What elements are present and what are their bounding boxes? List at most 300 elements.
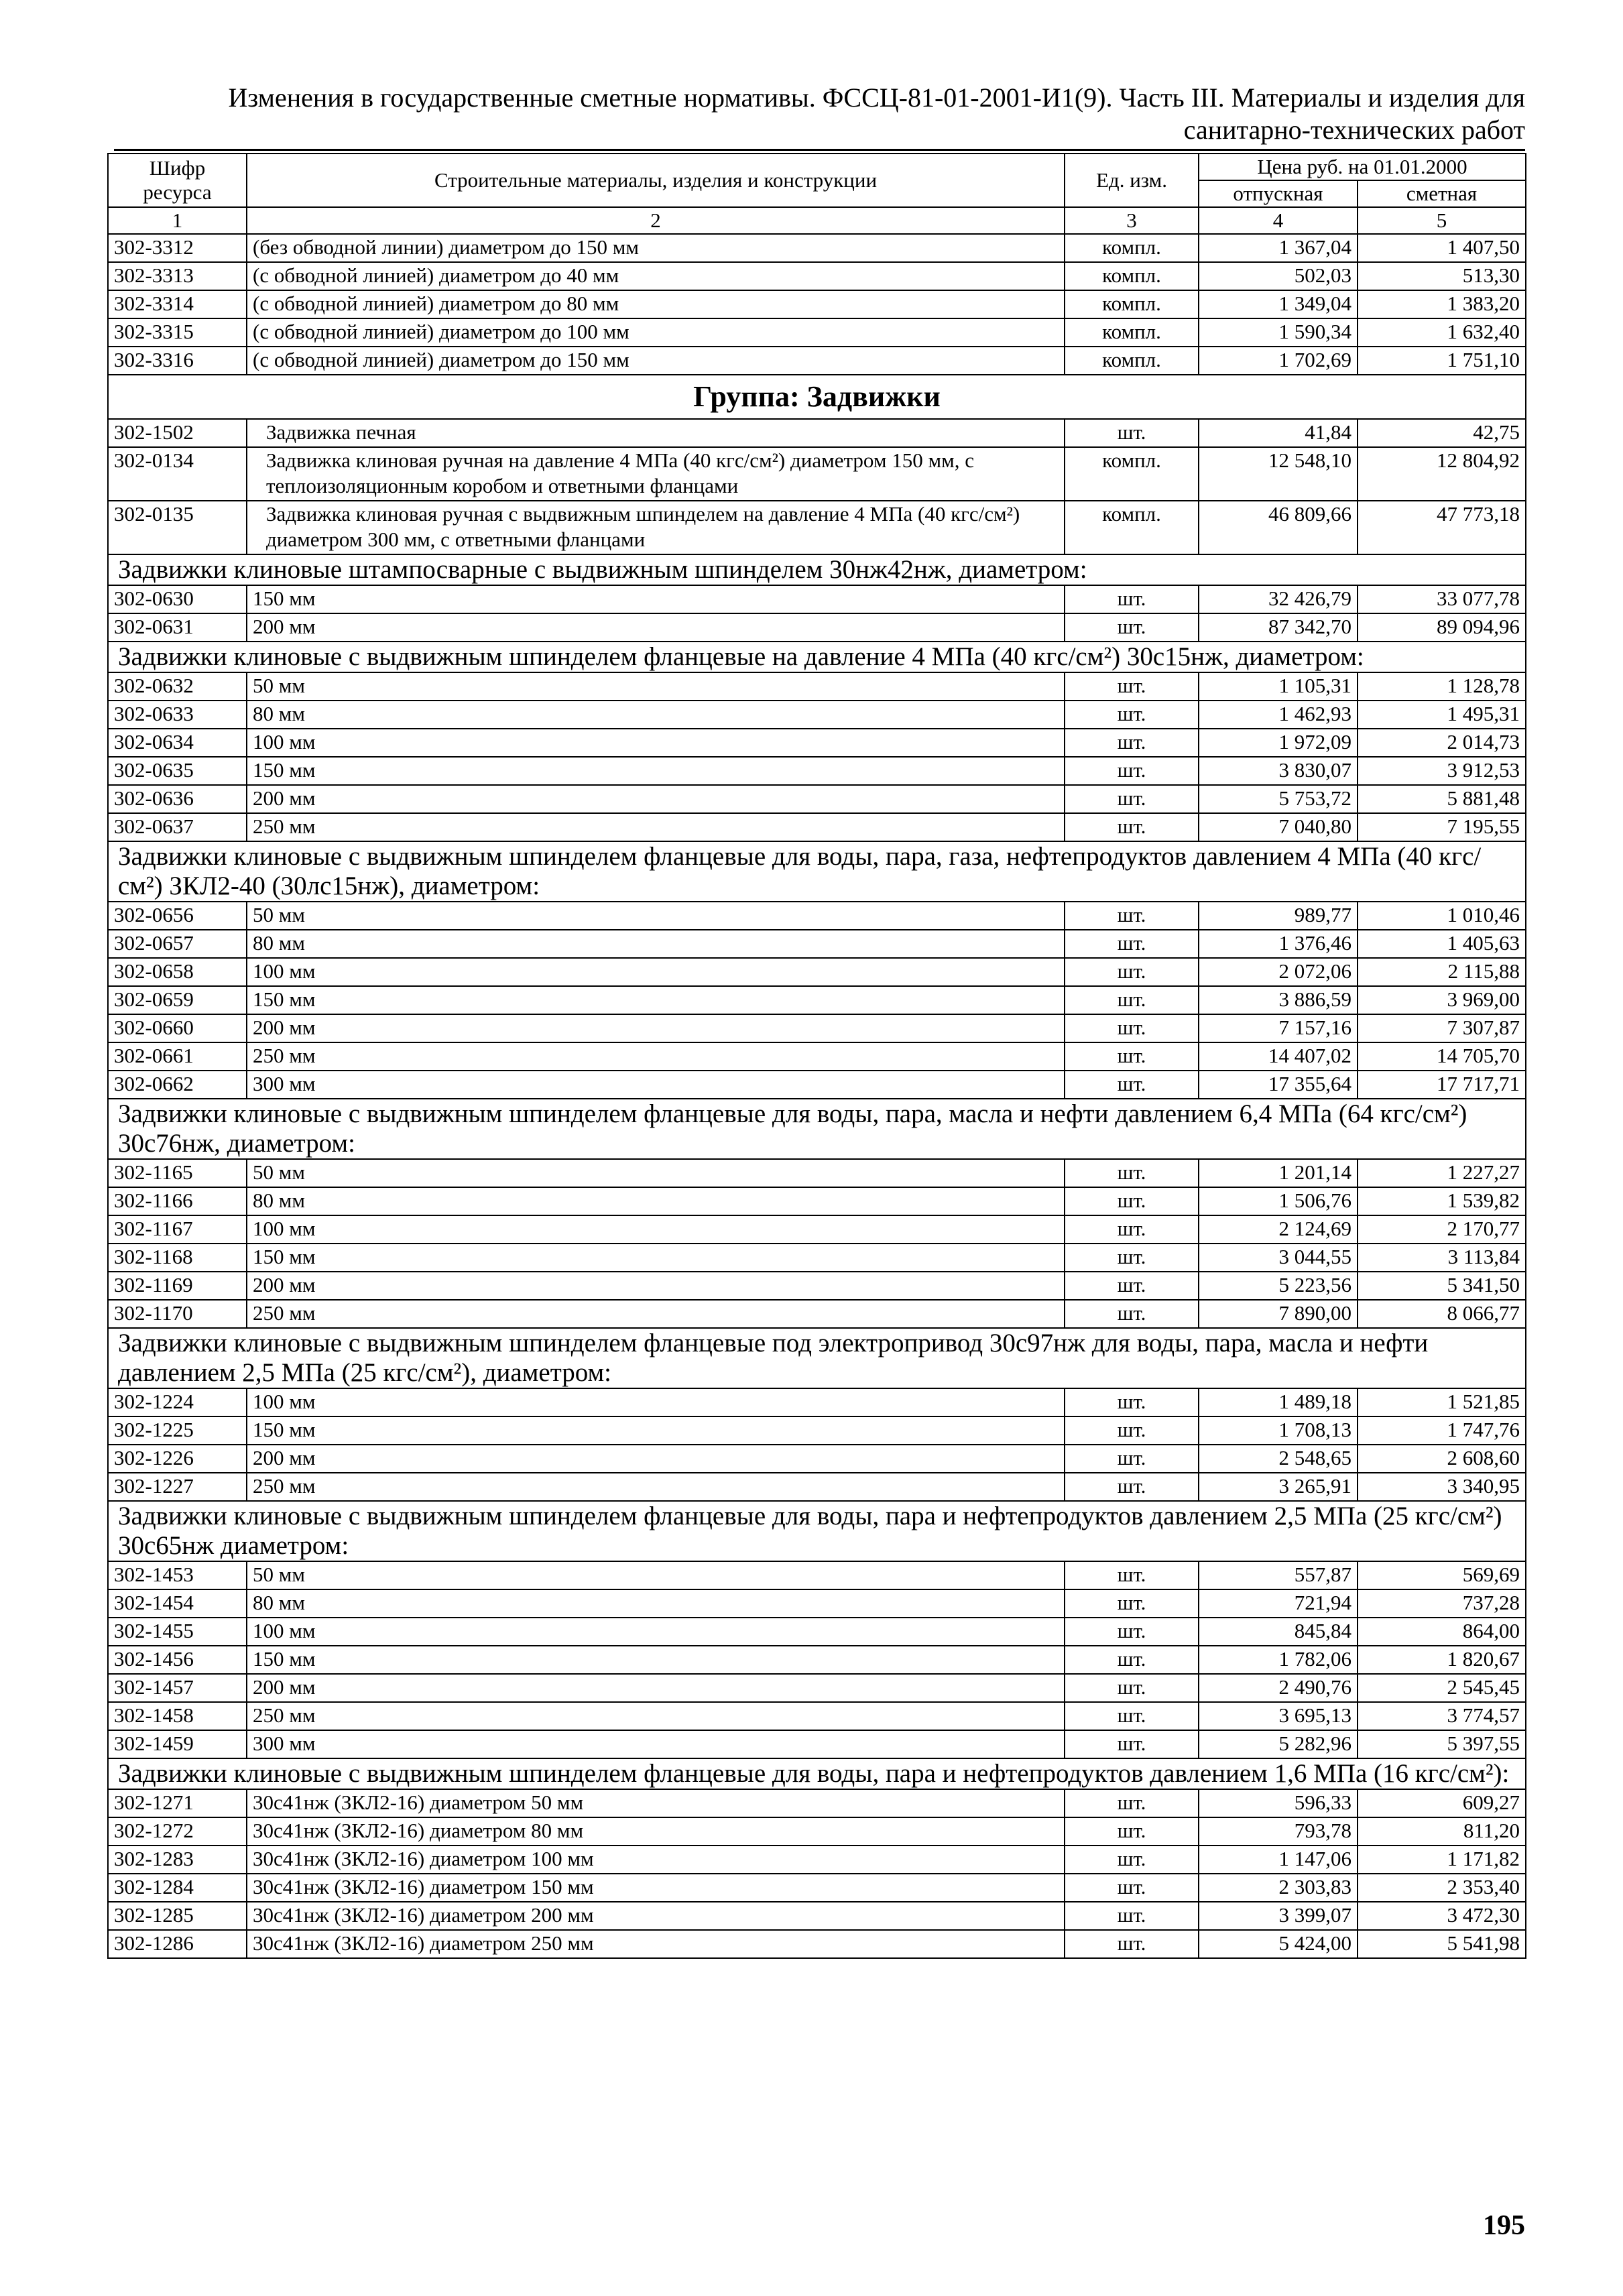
resource-code: 302-3315 xyxy=(108,318,247,347)
release-price: 12 548,10 xyxy=(1199,447,1358,501)
resource-code: 302-1226 xyxy=(108,1445,247,1473)
estimate-price: 2 608,60 xyxy=(1358,1445,1526,1473)
resource-code: 302-0656 xyxy=(108,902,247,930)
unit-of-measure: шт. xyxy=(1065,1244,1199,1272)
unit-of-measure: шт. xyxy=(1065,1674,1199,1702)
table-row xyxy=(108,1674,1526,1702)
unit-of-measure: шт. xyxy=(1065,1187,1199,1215)
material-name: 80 мм xyxy=(247,701,1065,729)
release-price: 87 342,70 xyxy=(1199,613,1358,642)
unit-of-measure: шт. xyxy=(1065,1561,1199,1589)
material-name: Задвижка клиновая ручная на давление 4 МПа (40 кгс/см²) диаметром 150 мм, с теплоизоляционным коробом и ответными фланцами xyxy=(247,447,1065,501)
unit-of-measure: шт. xyxy=(1065,1272,1199,1300)
estimate-price: 42,75 xyxy=(1358,419,1526,447)
material-name: Задвижка клиновая ручная с выдвижным шпинделем на давление 4 МПа (40 кгс/см²) диаметром 300 мм, с ответными фланцами xyxy=(247,501,1065,554)
material-name: 300 мм xyxy=(247,1730,1065,1758)
release-price: 3 695,13 xyxy=(1199,1702,1358,1730)
unit-of-measure: шт. xyxy=(1065,1445,1199,1473)
header-rule xyxy=(114,149,1525,151)
table-row xyxy=(108,262,1526,290)
resource-code: 302-1165 xyxy=(108,1159,247,1187)
material-name: 250 мм xyxy=(247,1042,1065,1071)
resource-code: 302-3314 xyxy=(108,290,247,318)
table-row xyxy=(108,1159,1526,1187)
estimate-price: 2 014,73 xyxy=(1358,729,1526,757)
col-number: 3 xyxy=(1065,207,1199,234)
resource-code: 302-0657 xyxy=(108,930,247,958)
material-name: 200 мм xyxy=(247,1674,1065,1702)
estimate-price: 1 383,20 xyxy=(1358,290,1526,318)
release-price: 1 349,04 xyxy=(1199,290,1358,318)
resource-code: 302-1170 xyxy=(108,1300,247,1328)
release-price: 17 355,64 xyxy=(1199,1071,1358,1099)
subgroup-row xyxy=(108,554,1526,585)
table-row xyxy=(108,447,1526,501)
page-number: 195 xyxy=(1483,2210,1525,2241)
resource-code: 302-1225 xyxy=(108,1416,247,1445)
material-name: 200 мм xyxy=(247,613,1065,642)
table-row xyxy=(108,1561,1526,1589)
unit-of-measure: шт. xyxy=(1065,613,1199,642)
table-row xyxy=(108,290,1526,318)
release-price: 1 708,13 xyxy=(1199,1416,1358,1445)
release-price: 721,94 xyxy=(1199,1589,1358,1618)
col-header-code: Шифр ресурса xyxy=(108,154,247,207)
estimate-price: 737,28 xyxy=(1358,1589,1526,1618)
unit-of-measure: шт. xyxy=(1065,1730,1199,1758)
material-name: 150 мм xyxy=(247,986,1065,1014)
unit-of-measure: шт. xyxy=(1065,1589,1199,1618)
table-row xyxy=(108,1902,1526,1930)
table-row xyxy=(108,701,1526,729)
table-row xyxy=(108,785,1526,813)
unit-of-measure: шт. xyxy=(1065,585,1199,613)
table-row xyxy=(108,1646,1526,1674)
release-price: 3 830,07 xyxy=(1199,757,1358,785)
resource-code: 302-0637 xyxy=(108,813,247,841)
unit-of-measure: шт. xyxy=(1065,1300,1199,1328)
resource-code: 302-1285 xyxy=(108,1902,247,1930)
estimate-price: 2 170,77 xyxy=(1358,1215,1526,1244)
table-row xyxy=(108,1730,1526,1758)
release-price: 1 367,04 xyxy=(1199,234,1358,262)
estimate-price: 17 717,71 xyxy=(1358,1071,1526,1099)
release-price: 7 157,16 xyxy=(1199,1014,1358,1042)
table-row xyxy=(108,234,1526,262)
release-price: 596,33 xyxy=(1199,1789,1358,1817)
estimate-price: 33 077,78 xyxy=(1358,585,1526,613)
unit-of-measure: шт. xyxy=(1065,1014,1199,1042)
unit-of-measure: шт. xyxy=(1065,1215,1199,1244)
table-row xyxy=(108,986,1526,1014)
table-row xyxy=(108,347,1526,375)
material-name: 30с41нж (ЗКЛ2-16) диаметром 150 мм xyxy=(247,1874,1065,1902)
unit-of-measure: компл. xyxy=(1065,234,1199,262)
resource-code: 302-3312 xyxy=(108,234,247,262)
release-price: 2 548,65 xyxy=(1199,1445,1358,1473)
estimate-price: 569,69 xyxy=(1358,1561,1526,1589)
material-name: 30с41нж (ЗКЛ2-16) диаметром 100 мм xyxy=(247,1846,1065,1874)
table-row xyxy=(108,318,1526,347)
estimate-price: 1 751,10 xyxy=(1358,347,1526,375)
estimate-price: 5 397,55 xyxy=(1358,1730,1526,1758)
unit-of-measure: шт. xyxy=(1065,958,1199,986)
resource-code: 302-1454 xyxy=(108,1589,247,1618)
unit-of-measure: шт. xyxy=(1065,1702,1199,1730)
material-name: 30с41нж (ЗКЛ2-16) диаметром 250 мм xyxy=(247,1930,1065,1958)
material-name: 30с41нж (ЗКЛ2-16) диаметром 50 мм xyxy=(247,1789,1065,1817)
material-name: 30с41нж (ЗКЛ2-16) диаметром 80 мм xyxy=(247,1817,1065,1846)
material-name: 50 мм xyxy=(247,672,1065,701)
unit-of-measure: шт. xyxy=(1065,1416,1199,1445)
resource-code: 302-0135 xyxy=(108,501,247,554)
subgroup-description: Задвижки клиновые штампосварные с выдвижным шпинделем 30нж42нж, диаметром: xyxy=(108,554,1526,585)
subgroup-row xyxy=(108,1758,1526,1789)
material-name: (с обводной линией) диаметром до 150 мм xyxy=(247,347,1065,375)
table-row xyxy=(108,1702,1526,1730)
price-table xyxy=(107,153,1526,1959)
release-price: 1 702,69 xyxy=(1199,347,1358,375)
table-row xyxy=(108,958,1526,986)
table-row xyxy=(108,1244,1526,1272)
resource-code: 302-1168 xyxy=(108,1244,247,1272)
material-name: 150 мм xyxy=(247,585,1065,613)
page-header xyxy=(107,82,1525,146)
unit-of-measure: шт. xyxy=(1065,729,1199,757)
estimate-price: 3 113,84 xyxy=(1358,1244,1526,1272)
col-header-release: отпускная xyxy=(1199,180,1358,207)
estimate-price: 513,30 xyxy=(1358,262,1526,290)
material-name: 80 мм xyxy=(247,930,1065,958)
estimate-price: 47 773,18 xyxy=(1358,501,1526,554)
release-price: 1 506,76 xyxy=(1199,1187,1358,1215)
release-price: 845,84 xyxy=(1199,1618,1358,1646)
resource-code: 302-0632 xyxy=(108,672,247,701)
group-heading-row xyxy=(108,375,1526,419)
resource-code: 302-0134 xyxy=(108,447,247,501)
unit-of-measure: компл. xyxy=(1065,347,1199,375)
table-row xyxy=(108,1473,1526,1501)
unit-of-measure: шт. xyxy=(1065,1846,1199,1874)
table-row xyxy=(108,930,1526,958)
unit-of-measure: шт. xyxy=(1065,701,1199,729)
resource-code: 302-0636 xyxy=(108,785,247,813)
col-number: 4 xyxy=(1199,207,1358,234)
release-price: 3 399,07 xyxy=(1199,1902,1358,1930)
material-name: 80 мм xyxy=(247,1187,1065,1215)
estimate-price: 3 969,00 xyxy=(1358,986,1526,1014)
unit-of-measure: компл. xyxy=(1065,290,1199,318)
resource-code: 302-1224 xyxy=(108,1388,247,1416)
table-body xyxy=(108,234,1526,1958)
release-price: 2 303,83 xyxy=(1199,1874,1358,1902)
unit-of-measure: шт. xyxy=(1065,1159,1199,1187)
estimate-price: 1 747,76 xyxy=(1358,1416,1526,1445)
estimate-price: 5 881,48 xyxy=(1358,785,1526,813)
resource-code: 302-0659 xyxy=(108,986,247,1014)
material-name: 150 мм xyxy=(247,757,1065,785)
release-price: 1 201,14 xyxy=(1199,1159,1358,1187)
table-row xyxy=(108,1215,1526,1244)
col-number: 5 xyxy=(1358,207,1526,234)
resource-code: 302-1271 xyxy=(108,1789,247,1817)
unit-of-measure: шт. xyxy=(1065,419,1199,447)
estimate-price: 8 066,77 xyxy=(1358,1300,1526,1328)
estimate-price: 7 195,55 xyxy=(1358,813,1526,841)
col-header-name: Строительные материалы, изделия и конструкции xyxy=(247,154,1065,207)
release-price: 46 809,66 xyxy=(1199,501,1358,554)
resource-code: 302-1284 xyxy=(108,1874,247,1902)
unit-of-measure: компл. xyxy=(1065,501,1199,554)
material-name: 200 мм xyxy=(247,785,1065,813)
estimate-price: 3 774,57 xyxy=(1358,1702,1526,1730)
release-price: 5 223,56 xyxy=(1199,1272,1358,1300)
table-row xyxy=(108,1042,1526,1071)
table-row xyxy=(108,1846,1526,1874)
unit-of-measure: шт. xyxy=(1065,1473,1199,1501)
col-number: 1 xyxy=(108,207,247,234)
material-name: 300 мм xyxy=(247,1071,1065,1099)
release-price: 3 886,59 xyxy=(1199,986,1358,1014)
release-price: 5 424,00 xyxy=(1199,1930,1358,1958)
material-name: 100 мм xyxy=(247,1388,1065,1416)
estimate-price: 1 227,27 xyxy=(1358,1159,1526,1187)
resource-code: 302-1166 xyxy=(108,1187,247,1215)
unit-of-measure: шт. xyxy=(1065,1789,1199,1817)
table-row xyxy=(108,1618,1526,1646)
resource-code: 302-0661 xyxy=(108,1042,247,1071)
col-header-unit: Ед. изм. xyxy=(1065,154,1199,207)
estimate-price: 1 128,78 xyxy=(1358,672,1526,701)
table-row xyxy=(108,1416,1526,1445)
estimate-price: 1 405,63 xyxy=(1358,930,1526,958)
release-price: 3 265,91 xyxy=(1199,1473,1358,1501)
estimate-price: 3 472,30 xyxy=(1358,1902,1526,1930)
material-name: 200 мм xyxy=(247,1014,1065,1042)
subgroup-row xyxy=(108,1501,1526,1561)
resource-code: 302-0633 xyxy=(108,701,247,729)
estimate-price: 1 539,82 xyxy=(1358,1187,1526,1215)
unit-of-measure: шт. xyxy=(1065,1618,1199,1646)
resource-code: 302-1453 xyxy=(108,1561,247,1589)
table-row xyxy=(108,501,1526,554)
material-name: 50 мм xyxy=(247,1159,1065,1187)
subgroup-row xyxy=(108,1328,1526,1388)
unit-of-measure: шт. xyxy=(1065,986,1199,1014)
unit-of-measure: шт. xyxy=(1065,1817,1199,1846)
release-price: 1 590,34 xyxy=(1199,318,1358,347)
release-price: 2 072,06 xyxy=(1199,958,1358,986)
resource-code: 302-1457 xyxy=(108,1674,247,1702)
table-row xyxy=(108,672,1526,701)
estimate-price: 3 912,53 xyxy=(1358,757,1526,785)
table-row xyxy=(108,1014,1526,1042)
group-heading: Группа: Задвижки xyxy=(108,375,1526,419)
material-name: Задвижка печная xyxy=(247,419,1065,447)
table-row xyxy=(108,1388,1526,1416)
release-price: 41,84 xyxy=(1199,419,1358,447)
table-row xyxy=(108,1874,1526,1902)
estimate-price: 609,27 xyxy=(1358,1789,1526,1817)
subgroup-description: Задвижки клиновые с выдвижным шпинделем фланцевые под электропривод 30с97нж для воды, пара, масла и нефти давлением 2,5 МПа (25 кгс/см²), диаметром: xyxy=(108,1328,1526,1388)
estimate-price: 89 094,96 xyxy=(1358,613,1526,642)
subgroup-description: Задвижки клиновые с выдвижным шпинделем фланцевые на давление 4 МПа (40 кгс/см²) 30с15нж, диаметром: xyxy=(108,642,1526,672)
estimate-price: 2 545,45 xyxy=(1358,1674,1526,1702)
material-name: (без обводной линии) диаметром до 150 мм xyxy=(247,234,1065,262)
estimate-price: 2 353,40 xyxy=(1358,1874,1526,1902)
release-price: 1 147,06 xyxy=(1199,1846,1358,1874)
unit-of-measure: компл. xyxy=(1065,447,1199,501)
unit-of-measure: компл. xyxy=(1065,262,1199,290)
unit-of-measure: шт. xyxy=(1065,672,1199,701)
table-row xyxy=(108,1817,1526,1846)
material-name: (с обводной линией) диаметром до 40 мм xyxy=(247,262,1065,290)
table-row xyxy=(108,613,1526,642)
resource-code: 302-1459 xyxy=(108,1730,247,1758)
subgroup-row xyxy=(108,841,1526,902)
release-price: 1 462,93 xyxy=(1199,701,1358,729)
subgroup-description: Задвижки клиновые с выдвижным шпинделем фланцевые для воды, пара, газа, нефтепродуктов давлением 4 МПа (40 кгс/см²) ЗКЛ2-40 (30лс15нж), диаметром: xyxy=(108,841,1526,902)
material-name: 100 мм xyxy=(247,729,1065,757)
resource-code: 302-0630 xyxy=(108,585,247,613)
unit-of-measure: шт. xyxy=(1065,1646,1199,1674)
table-row xyxy=(108,1789,1526,1817)
unit-of-measure: компл. xyxy=(1065,318,1199,347)
estimate-price: 1 495,31 xyxy=(1358,701,1526,729)
material-name: 150 мм xyxy=(247,1646,1065,1674)
estimate-price: 5 541,98 xyxy=(1358,1930,1526,1958)
material-name: 250 мм xyxy=(247,1473,1065,1501)
table-row xyxy=(108,813,1526,841)
estimate-price: 12 804,92 xyxy=(1358,447,1526,501)
estimate-price: 5 341,50 xyxy=(1358,1272,1526,1300)
table-row xyxy=(108,1589,1526,1618)
subgroup-description: Задвижки клиновые с выдвижным шпинделем фланцевые для воды, пара и нефтепродуктов давлением 1,6 МПа (16 кгс/см²): xyxy=(108,1758,1526,1789)
material-name: 200 мм xyxy=(247,1272,1065,1300)
resource-code: 302-1286 xyxy=(108,1930,247,1958)
subgroup-row xyxy=(108,642,1526,672)
resource-code: 302-3316 xyxy=(108,347,247,375)
release-price: 2 490,76 xyxy=(1199,1674,1358,1702)
resource-code: 302-1283 xyxy=(108,1846,247,1874)
estimate-price: 811,20 xyxy=(1358,1817,1526,1846)
release-price: 7 890,00 xyxy=(1199,1300,1358,1328)
material-name: 250 мм xyxy=(247,1702,1065,1730)
unit-of-measure: шт. xyxy=(1065,757,1199,785)
release-price: 1 489,18 xyxy=(1199,1388,1358,1416)
material-name: 150 мм xyxy=(247,1244,1065,1272)
unit-of-measure: шт. xyxy=(1065,785,1199,813)
resource-code: 302-0660 xyxy=(108,1014,247,1042)
estimate-price: 1 171,82 xyxy=(1358,1846,1526,1874)
material-name: 150 мм xyxy=(247,1416,1065,1445)
resource-code: 302-1458 xyxy=(108,1702,247,1730)
unit-of-measure: шт. xyxy=(1065,813,1199,841)
table-row xyxy=(108,1445,1526,1473)
unit-of-measure: шт. xyxy=(1065,930,1199,958)
header-line-1: Изменения в государственные сметные нормативы. ФССЦ-81-01-2001-И1(9). Часть III. Материалы и изделия для xyxy=(228,82,1525,113)
unit-of-measure: шт. xyxy=(1065,1388,1199,1416)
table-row xyxy=(108,757,1526,785)
release-price: 502,03 xyxy=(1199,262,1358,290)
resource-code: 302-0635 xyxy=(108,757,247,785)
unit-of-measure: шт. xyxy=(1065,1042,1199,1071)
release-price: 1 105,31 xyxy=(1199,672,1358,701)
release-price: 989,77 xyxy=(1199,902,1358,930)
col-header-estimate: сметная xyxy=(1358,180,1526,207)
subgroup-description: Задвижки клиновые с выдвижным шпинделем фланцевые для воды, пара и нефтепродуктов давлением 2,5 МПа (25 кгс/см²) 30с65нж диаметром: xyxy=(108,1501,1526,1561)
resource-code: 302-1502 xyxy=(108,419,247,447)
table-row xyxy=(108,1930,1526,1958)
resource-code: 302-0662 xyxy=(108,1071,247,1099)
col-number: 2 xyxy=(247,207,1065,234)
material-name: 200 мм xyxy=(247,1445,1065,1473)
release-price: 3 044,55 xyxy=(1199,1244,1358,1272)
resource-code: 302-1169 xyxy=(108,1272,247,1300)
material-name: 100 мм xyxy=(247,958,1065,986)
table-row xyxy=(108,419,1526,447)
estimate-price: 1 010,46 xyxy=(1358,902,1526,930)
unit-of-measure: шт. xyxy=(1065,1071,1199,1099)
subgroup-row xyxy=(108,1099,1526,1159)
estimate-price: 3 340,95 xyxy=(1358,1473,1526,1501)
subgroup-description: Задвижки клиновые с выдвижным шпинделем фланцевые для воды, пара, масла и нефти давлением 6,4 МПа (64 кгс/см²) 30с76нж, диаметром: xyxy=(108,1099,1526,1159)
release-price: 14 407,02 xyxy=(1199,1042,1358,1071)
table-row xyxy=(108,1272,1526,1300)
estimate-price: 1 521,85 xyxy=(1358,1388,1526,1416)
material-name: (с обводной линией) диаметром до 80 мм xyxy=(247,290,1065,318)
resource-code: 302-1456 xyxy=(108,1646,247,1674)
release-price: 793,78 xyxy=(1199,1817,1358,1846)
resource-code: 302-1272 xyxy=(108,1817,247,1846)
material-name: 50 мм xyxy=(247,902,1065,930)
resource-code: 302-1167 xyxy=(108,1215,247,1244)
table-row xyxy=(108,729,1526,757)
material-name: 100 мм xyxy=(247,1618,1065,1646)
release-price: 1 376,46 xyxy=(1199,930,1358,958)
resource-code: 302-0658 xyxy=(108,958,247,986)
table-row xyxy=(108,902,1526,930)
unit-of-measure: шт. xyxy=(1065,1874,1199,1902)
resource-code: 302-1455 xyxy=(108,1618,247,1646)
release-price: 1 972,09 xyxy=(1199,729,1358,757)
release-price: 5 753,72 xyxy=(1199,785,1358,813)
unit-of-measure: шт. xyxy=(1065,1902,1199,1930)
release-price: 7 040,80 xyxy=(1199,813,1358,841)
release-price: 557,87 xyxy=(1199,1561,1358,1589)
resource-code: 302-3313 xyxy=(108,262,247,290)
release-price: 2 124,69 xyxy=(1199,1215,1358,1244)
material-name: 250 мм xyxy=(247,1300,1065,1328)
table-row xyxy=(108,1187,1526,1215)
estimate-price: 14 705,70 xyxy=(1358,1042,1526,1071)
unit-of-measure: шт. xyxy=(1065,1930,1199,1958)
estimate-price: 864,00 xyxy=(1358,1618,1526,1646)
estimate-price: 1 407,50 xyxy=(1358,234,1526,262)
material-name: (с обводной линией) диаметром до 100 мм xyxy=(247,318,1065,347)
header-line-2: санитарно-технических работ xyxy=(1183,115,1525,145)
table-row xyxy=(108,585,1526,613)
estimate-price: 2 115,88 xyxy=(1358,958,1526,986)
table-head xyxy=(108,154,1526,234)
col-header-price: Цена руб. на 01.01.2000 xyxy=(1199,154,1526,180)
resource-code: 302-1227 xyxy=(108,1473,247,1501)
unit-of-measure: шт. xyxy=(1065,902,1199,930)
estimate-price: 7 307,87 xyxy=(1358,1014,1526,1042)
estimate-price: 1 820,67 xyxy=(1358,1646,1526,1674)
table-row xyxy=(108,1071,1526,1099)
resource-code: 302-0631 xyxy=(108,613,247,642)
